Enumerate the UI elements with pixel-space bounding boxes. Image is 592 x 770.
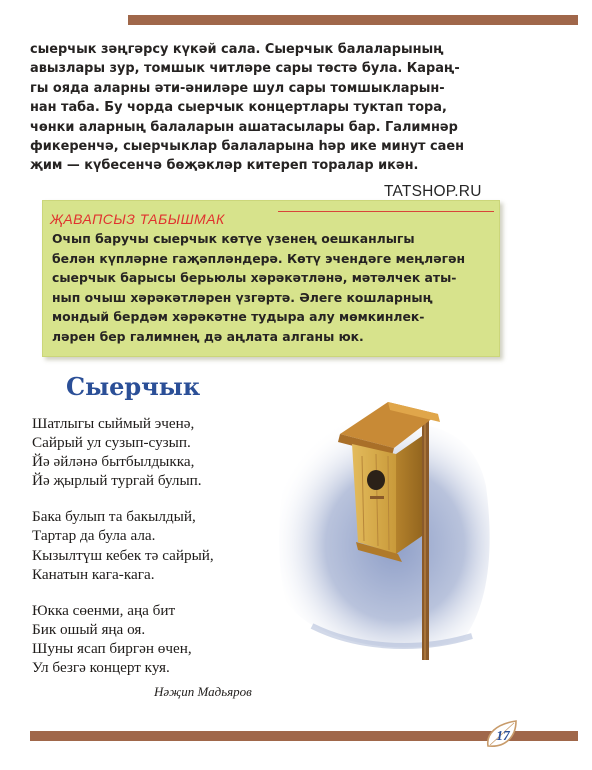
intro-line: авызлары зур, томшык читләре сары төстә була. Караң- [30,61,460,77]
intro-line: чөнки аларның балаларын ашатасылары бар. Галимнәр [30,119,458,135]
poem-line: Канатын кага-кага. [32,565,155,583]
poem-line: Йә җырлый тургай булып. [32,472,202,490]
riddle-line: нып очыш хәрәкәтләрен үзгәртә. Әлеге кошларның [52,289,433,305]
perch [370,496,384,499]
riddle-line: сыерчык барысы берьюлы хәрәкәтләнә, мәтәлчек аты- [52,270,457,285]
intro-line: фикеренчә, сыерчыклар балаларына һәр ике минут саен [30,139,464,155]
poem-line: Сайрый ул сузып-сузып. [32,434,191,452]
birdhouse-illustration [272,396,494,660]
intro-paragraph [30,40,500,176]
intro-line: гы ояда аларны әти-әниләре шул сары томшыкларын- [30,80,445,96]
watermark: TATSHOP.RU [384,183,482,200]
poem-line: Юкка сөенми, аңа бит [32,601,176,619]
riddle-line: мондый бердәм хәрәкәтне тудыра алу мөмкинлек- [52,309,425,324]
poem-author: Нәҗип Мадьяров [154,684,252,699]
riddle-line: Очып баручы сыерчык көтүе үзенең оешканлыгы [52,231,415,246]
poem-line: Йә әйләнә бытбылдыкка, [32,453,195,471]
poem-line: Бака булып та бакылдый, [32,508,196,526]
intro-line: нан таба. Бу чорда сыерчык концертлары туктап тора, [30,100,447,116]
poem-body [32,414,214,677]
poem-line: Ул безгә концерт куя. [32,659,170,677]
poem-title: Сыерчык [66,372,201,401]
intro-line: сыерчык зәңгәрсу күкәй сала. Сыерчык балаларының [30,42,444,57]
riddle-box-title: ҖАВАПСЫЗ ТАБЫШМАК [50,211,225,227]
stanza-gap [32,490,214,507]
poem-line: Кызылтүш кебек тә сайрый, [32,546,214,564]
poem-line: Шатлыгы сыймый эченә, [32,415,195,432]
riddle-line: ләрен бер галимнең дә аңлата алганы юк. [52,328,364,344]
page-number: 17 [496,728,510,743]
riddle-line: белән күпләрне гаҗәпләндерә. Көтү эчендәге меңләгән [52,250,466,266]
riddle-title-underline [278,211,494,212]
poem-line: Тартар да була ала. [32,527,156,545]
entrance-hole [367,470,385,490]
intro-line: җим — күбесенчә бөҗәкләр китереп торалар икән. [30,158,419,174]
stanza-gap [32,584,214,601]
top-decorative-rule [128,15,578,25]
riddle-box-text [52,229,492,346]
pole [422,414,429,660]
poem-line: Шуны ясап биргән өчен, [32,639,192,657]
poem-line: Бик ошый яңа оя. [32,620,146,638]
